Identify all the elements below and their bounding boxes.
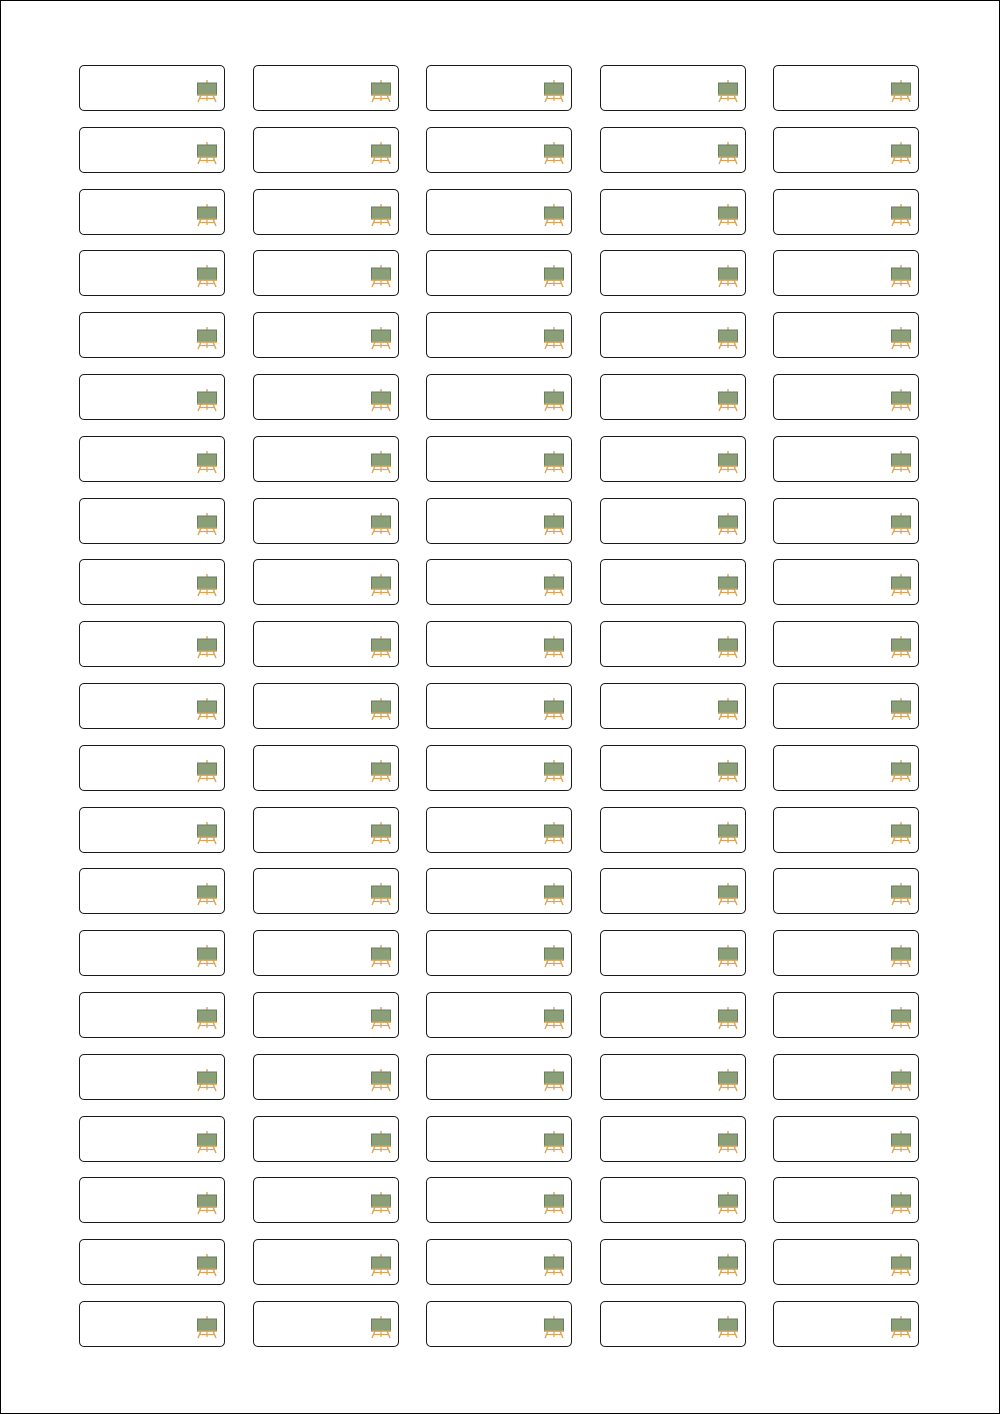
label-cell — [79, 930, 225, 976]
label-cell — [773, 868, 919, 914]
label-cell — [253, 1177, 399, 1223]
label-cell — [773, 1239, 919, 1285]
chalkboard-easel-icon — [196, 512, 218, 536]
chalkboard-easel-icon — [543, 264, 565, 288]
label-cell — [253, 683, 399, 729]
label-cell — [600, 1116, 746, 1162]
label-cell — [600, 621, 746, 667]
chalkboard-easel-icon — [370, 1191, 392, 1215]
label-cell — [600, 127, 746, 173]
label-cell — [253, 930, 399, 976]
chalkboard-easel-icon — [890, 1006, 912, 1030]
label-cell — [426, 189, 572, 235]
chalkboard-easel-icon — [196, 573, 218, 597]
chalkboard-easel-icon — [370, 203, 392, 227]
chalkboard-easel-icon — [543, 141, 565, 165]
label-cell — [773, 127, 919, 173]
chalkboard-easel-icon — [717, 821, 739, 845]
label-cell — [253, 559, 399, 605]
label-cell — [426, 127, 572, 173]
chalkboard-easel-icon — [196, 882, 218, 906]
label-cell — [79, 1239, 225, 1285]
label-cell — [253, 374, 399, 420]
label-cell — [79, 312, 225, 358]
chalkboard-easel-icon — [196, 141, 218, 165]
chalkboard-easel-icon — [717, 141, 739, 165]
chalkboard-easel-icon — [717, 882, 739, 906]
chalkboard-easel-icon — [543, 1068, 565, 1092]
chalkboard-easel-icon — [717, 1191, 739, 1215]
chalkboard-easel-icon — [543, 203, 565, 227]
chalkboard-easel-icon — [543, 635, 565, 659]
label-cell — [426, 621, 572, 667]
label-cell — [773, 930, 919, 976]
chalkboard-easel-icon — [717, 1130, 739, 1154]
chalkboard-easel-icon — [717, 573, 739, 597]
label-cell — [600, 436, 746, 482]
label-cell — [79, 807, 225, 853]
chalkboard-easel-icon — [370, 1068, 392, 1092]
label-cell — [773, 683, 919, 729]
chalkboard-easel-icon — [370, 821, 392, 845]
label-cell — [773, 992, 919, 1038]
chalkboard-easel-icon — [890, 1130, 912, 1154]
chalkboard-easel-icon — [717, 759, 739, 783]
label-cell — [79, 992, 225, 1038]
label-cell — [79, 1301, 225, 1347]
chalkboard-easel-icon — [370, 512, 392, 536]
chalkboard-easel-icon — [890, 79, 912, 103]
label-cell — [426, 868, 572, 914]
chalkboard-easel-icon — [543, 450, 565, 474]
chalkboard-easel-icon — [370, 264, 392, 288]
label-cell — [426, 65, 572, 111]
label-cell — [426, 1239, 572, 1285]
chalkboard-easel-icon — [370, 450, 392, 474]
label-cell — [773, 374, 919, 420]
label-cell — [426, 807, 572, 853]
chalkboard-easel-icon — [196, 1315, 218, 1339]
chalkboard-easel-icon — [717, 388, 739, 412]
label-cell — [773, 498, 919, 544]
label-cell — [600, 250, 746, 296]
chalkboard-easel-icon — [890, 944, 912, 968]
chalkboard-easel-icon — [196, 264, 218, 288]
chalkboard-easel-icon — [196, 1253, 218, 1277]
label-cell — [253, 1239, 399, 1285]
label-cell — [253, 1301, 399, 1347]
chalkboard-easel-icon — [890, 141, 912, 165]
label-cell — [600, 745, 746, 791]
label-cell — [253, 498, 399, 544]
chalkboard-easel-icon — [196, 1006, 218, 1030]
label-cell — [253, 436, 399, 482]
chalkboard-easel-icon — [196, 79, 218, 103]
chalkboard-easel-icon — [543, 1191, 565, 1215]
label-cell — [79, 683, 225, 729]
chalkboard-easel-icon — [196, 697, 218, 721]
label-cell — [79, 65, 225, 111]
chalkboard-easel-icon — [370, 882, 392, 906]
chalkboard-easel-icon — [543, 759, 565, 783]
chalkboard-easel-icon — [890, 635, 912, 659]
label-cell — [773, 1054, 919, 1100]
label-cell — [600, 683, 746, 729]
chalkboard-easel-icon — [543, 882, 565, 906]
label-cell — [79, 559, 225, 605]
chalkboard-easel-icon — [717, 203, 739, 227]
label-cell — [253, 1054, 399, 1100]
label-cell — [253, 250, 399, 296]
chalkboard-easel-icon — [890, 1068, 912, 1092]
label-cell — [773, 1177, 919, 1223]
label-cell — [253, 1116, 399, 1162]
chalkboard-easel-icon — [717, 1068, 739, 1092]
label-cell — [426, 683, 572, 729]
label-cell — [79, 745, 225, 791]
label-cell — [426, 992, 572, 1038]
label-cell — [253, 992, 399, 1038]
label-cell — [773, 1116, 919, 1162]
chalkboard-easel-icon — [890, 821, 912, 845]
label-cell — [426, 1054, 572, 1100]
label-cell — [79, 621, 225, 667]
chalkboard-easel-icon — [717, 635, 739, 659]
chalkboard-easel-icon — [370, 944, 392, 968]
label-cell — [426, 436, 572, 482]
label-cell — [79, 436, 225, 482]
label-cell — [773, 250, 919, 296]
chalkboard-easel-icon — [890, 450, 912, 474]
chalkboard-easel-icon — [717, 1006, 739, 1030]
chalkboard-easel-icon — [196, 450, 218, 474]
chalkboard-easel-icon — [890, 697, 912, 721]
chalkboard-easel-icon — [890, 512, 912, 536]
chalkboard-easel-icon — [196, 1191, 218, 1215]
chalkboard-easel-icon — [717, 450, 739, 474]
chalkboard-easel-icon — [370, 388, 392, 412]
chalkboard-easel-icon — [717, 697, 739, 721]
chalkboard-easel-icon — [543, 388, 565, 412]
chalkboard-easel-icon — [717, 944, 739, 968]
chalkboard-easel-icon — [196, 1130, 218, 1154]
label-cell — [253, 65, 399, 111]
chalkboard-easel-icon — [890, 1315, 912, 1339]
label-cell — [253, 189, 399, 235]
chalkboard-easel-icon — [543, 821, 565, 845]
chalkboard-easel-icon — [890, 573, 912, 597]
chalkboard-easel-icon — [370, 1315, 392, 1339]
chalkboard-easel-icon — [717, 264, 739, 288]
label-cell — [600, 1239, 746, 1285]
chalkboard-easel-icon — [370, 1006, 392, 1030]
chalkboard-easel-icon — [890, 326, 912, 350]
label-cell — [79, 1177, 225, 1223]
chalkboard-easel-icon — [543, 79, 565, 103]
chalkboard-easel-icon — [196, 635, 218, 659]
chalkboard-easel-icon — [543, 1315, 565, 1339]
chalkboard-easel-icon — [196, 326, 218, 350]
label-cell — [773, 807, 919, 853]
chalkboard-easel-icon — [543, 1130, 565, 1154]
label-cell — [426, 374, 572, 420]
label-cell — [253, 312, 399, 358]
label-cell — [79, 1054, 225, 1100]
label-cell — [79, 250, 225, 296]
label-cell — [600, 1301, 746, 1347]
chalkboard-easel-icon — [543, 1253, 565, 1277]
chalkboard-easel-icon — [543, 1006, 565, 1030]
label-cell — [253, 127, 399, 173]
chalkboard-easel-icon — [543, 697, 565, 721]
label-cell — [79, 127, 225, 173]
label-cell — [79, 1116, 225, 1162]
chalkboard-easel-icon — [890, 203, 912, 227]
label-cell — [773, 312, 919, 358]
chalkboard-easel-icon — [543, 512, 565, 536]
chalkboard-easel-icon — [890, 882, 912, 906]
chalkboard-easel-icon — [890, 388, 912, 412]
chalkboard-easel-icon — [370, 1130, 392, 1154]
label-cell — [426, 312, 572, 358]
chalkboard-easel-icon — [370, 141, 392, 165]
label-cell — [600, 992, 746, 1038]
label-cell — [79, 498, 225, 544]
chalkboard-easel-icon — [717, 1315, 739, 1339]
chalkboard-easel-icon — [717, 512, 739, 536]
label-cell — [600, 374, 746, 420]
label-cell — [253, 745, 399, 791]
label-cell — [426, 930, 572, 976]
chalkboard-easel-icon — [890, 264, 912, 288]
chalkboard-easel-icon — [370, 635, 392, 659]
label-cell — [773, 189, 919, 235]
chalkboard-easel-icon — [717, 1253, 739, 1277]
label-cell — [600, 1177, 746, 1223]
label-cell — [600, 498, 746, 544]
label-cell — [600, 189, 746, 235]
chalkboard-easel-icon — [196, 821, 218, 845]
label-cell — [773, 1301, 919, 1347]
chalkboard-easel-icon — [370, 326, 392, 350]
chalkboard-easel-icon — [370, 759, 392, 783]
chalkboard-easel-icon — [196, 759, 218, 783]
chalkboard-easel-icon — [370, 573, 392, 597]
label-cell — [253, 807, 399, 853]
chalkboard-easel-icon — [370, 697, 392, 721]
label-cell — [426, 1177, 572, 1223]
label-cell — [426, 1116, 572, 1162]
chalkboard-easel-icon — [370, 1253, 392, 1277]
label-cell — [79, 868, 225, 914]
chalkboard-easel-icon — [890, 1191, 912, 1215]
label-cell — [600, 312, 746, 358]
chalkboard-easel-icon — [717, 326, 739, 350]
chalkboard-easel-icon — [196, 388, 218, 412]
chalkboard-easel-icon — [890, 759, 912, 783]
label-cell — [773, 621, 919, 667]
label-cell — [600, 559, 746, 605]
label-cell — [426, 559, 572, 605]
label-cell — [600, 1054, 746, 1100]
label-cell — [253, 621, 399, 667]
label-cell — [773, 436, 919, 482]
chalkboard-easel-icon — [196, 944, 218, 968]
label-cell — [773, 65, 919, 111]
label-cell — [773, 559, 919, 605]
chalkboard-easel-icon — [717, 79, 739, 103]
label-cell — [79, 189, 225, 235]
label-cell — [600, 807, 746, 853]
label-cell — [600, 65, 746, 111]
chalkboard-easel-icon — [543, 573, 565, 597]
label-cell — [426, 250, 572, 296]
chalkboard-easel-icon — [196, 1068, 218, 1092]
label-cell — [253, 868, 399, 914]
label-cell — [79, 374, 225, 420]
label-cell — [600, 868, 746, 914]
chalkboard-easel-icon — [196, 203, 218, 227]
chalkboard-easel-icon — [370, 79, 392, 103]
label-cell — [426, 1301, 572, 1347]
label-cell — [773, 745, 919, 791]
chalkboard-easel-icon — [543, 944, 565, 968]
chalkboard-easel-icon — [543, 326, 565, 350]
label-cell — [600, 930, 746, 976]
chalkboard-easel-icon — [890, 1253, 912, 1277]
label-cell — [426, 745, 572, 791]
label-cell — [426, 498, 572, 544]
